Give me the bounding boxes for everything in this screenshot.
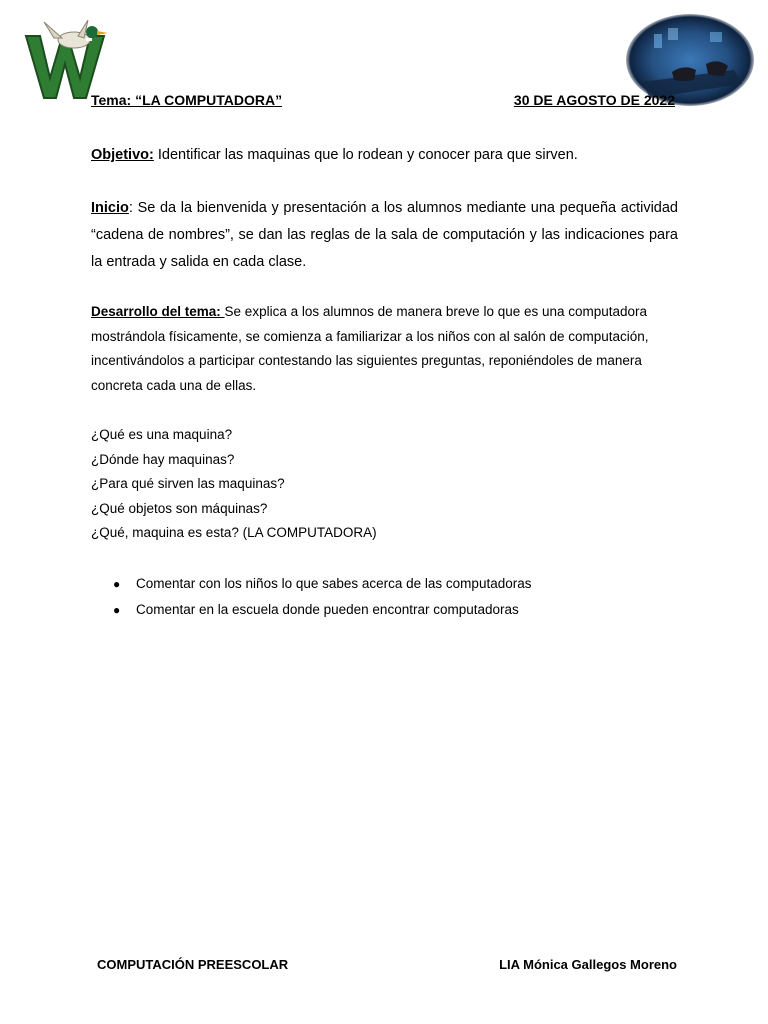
objetivo-text: Identificar las maquinas que lo rodean y conocer para que sirven. xyxy=(153,147,578,163)
desarrollo-label: Desarrollo del tema: xyxy=(91,304,225,319)
list-item: ¿Qué objetos son máquinas? xyxy=(91,500,268,516)
footer-author: LIA Mónica Gallegos Moreno xyxy=(499,957,677,972)
list-item: ¿Qué, maquina es esta? (LA COMPUTADORA) xyxy=(91,525,377,540)
desarrollo-paragraph xyxy=(91,300,676,398)
duck-w-logo-icon xyxy=(22,14,118,102)
inicio-label: Inicio xyxy=(91,200,129,216)
list-item xyxy=(91,571,531,597)
bullet-text: Comentar con los niños lo que sabes acerca de las computadoras xyxy=(136,576,532,591)
objetivo-paragraph xyxy=(91,142,678,169)
questions-list xyxy=(91,423,377,546)
list-item xyxy=(91,597,531,623)
list-item: ¿Para qué sirven las maquinas? xyxy=(91,476,285,491)
bullet-text: Comentar en la escuela donde pueden encontrar computadoras xyxy=(136,602,519,617)
date-label: 30 DE AGOSTO DE 2022 xyxy=(513,92,675,108)
bullet-dot-icon: ● xyxy=(113,603,121,617)
footer-course: COMPUTACIÓN PREESCOLAR xyxy=(97,957,289,972)
document-header xyxy=(91,92,675,112)
activities-list xyxy=(91,571,531,623)
bullet-dot-icon: ● xyxy=(113,577,121,591)
desarrollo-text: Se explica a los alumnos de manera breve lo que es una computadora mostrándola físicamente, se comienza a familiarizar a los niños con al salón de computación, incentivándolos a participar contestando las siguientes preguntas, reponiéndoles de manera concreta cada una de ellas. xyxy=(91,304,649,393)
inicio-text: : Se da la bienvenida y presentación a los alumnos mediante una pequeña actividad “cadena de nombres”, se dan las reglas de la sala de computación y las indicaciones para la entrada y salida en cada clase. xyxy=(91,200,678,270)
objetivo-label: Objetivo: xyxy=(91,147,154,163)
list-item: ¿Dónde hay maquinas? xyxy=(91,451,235,467)
topic-title: Tema: “LA COMPUTADORA” xyxy=(91,92,283,108)
list-item: ¿Qué es una maquina? xyxy=(91,427,233,442)
inicio-paragraph xyxy=(91,195,678,276)
